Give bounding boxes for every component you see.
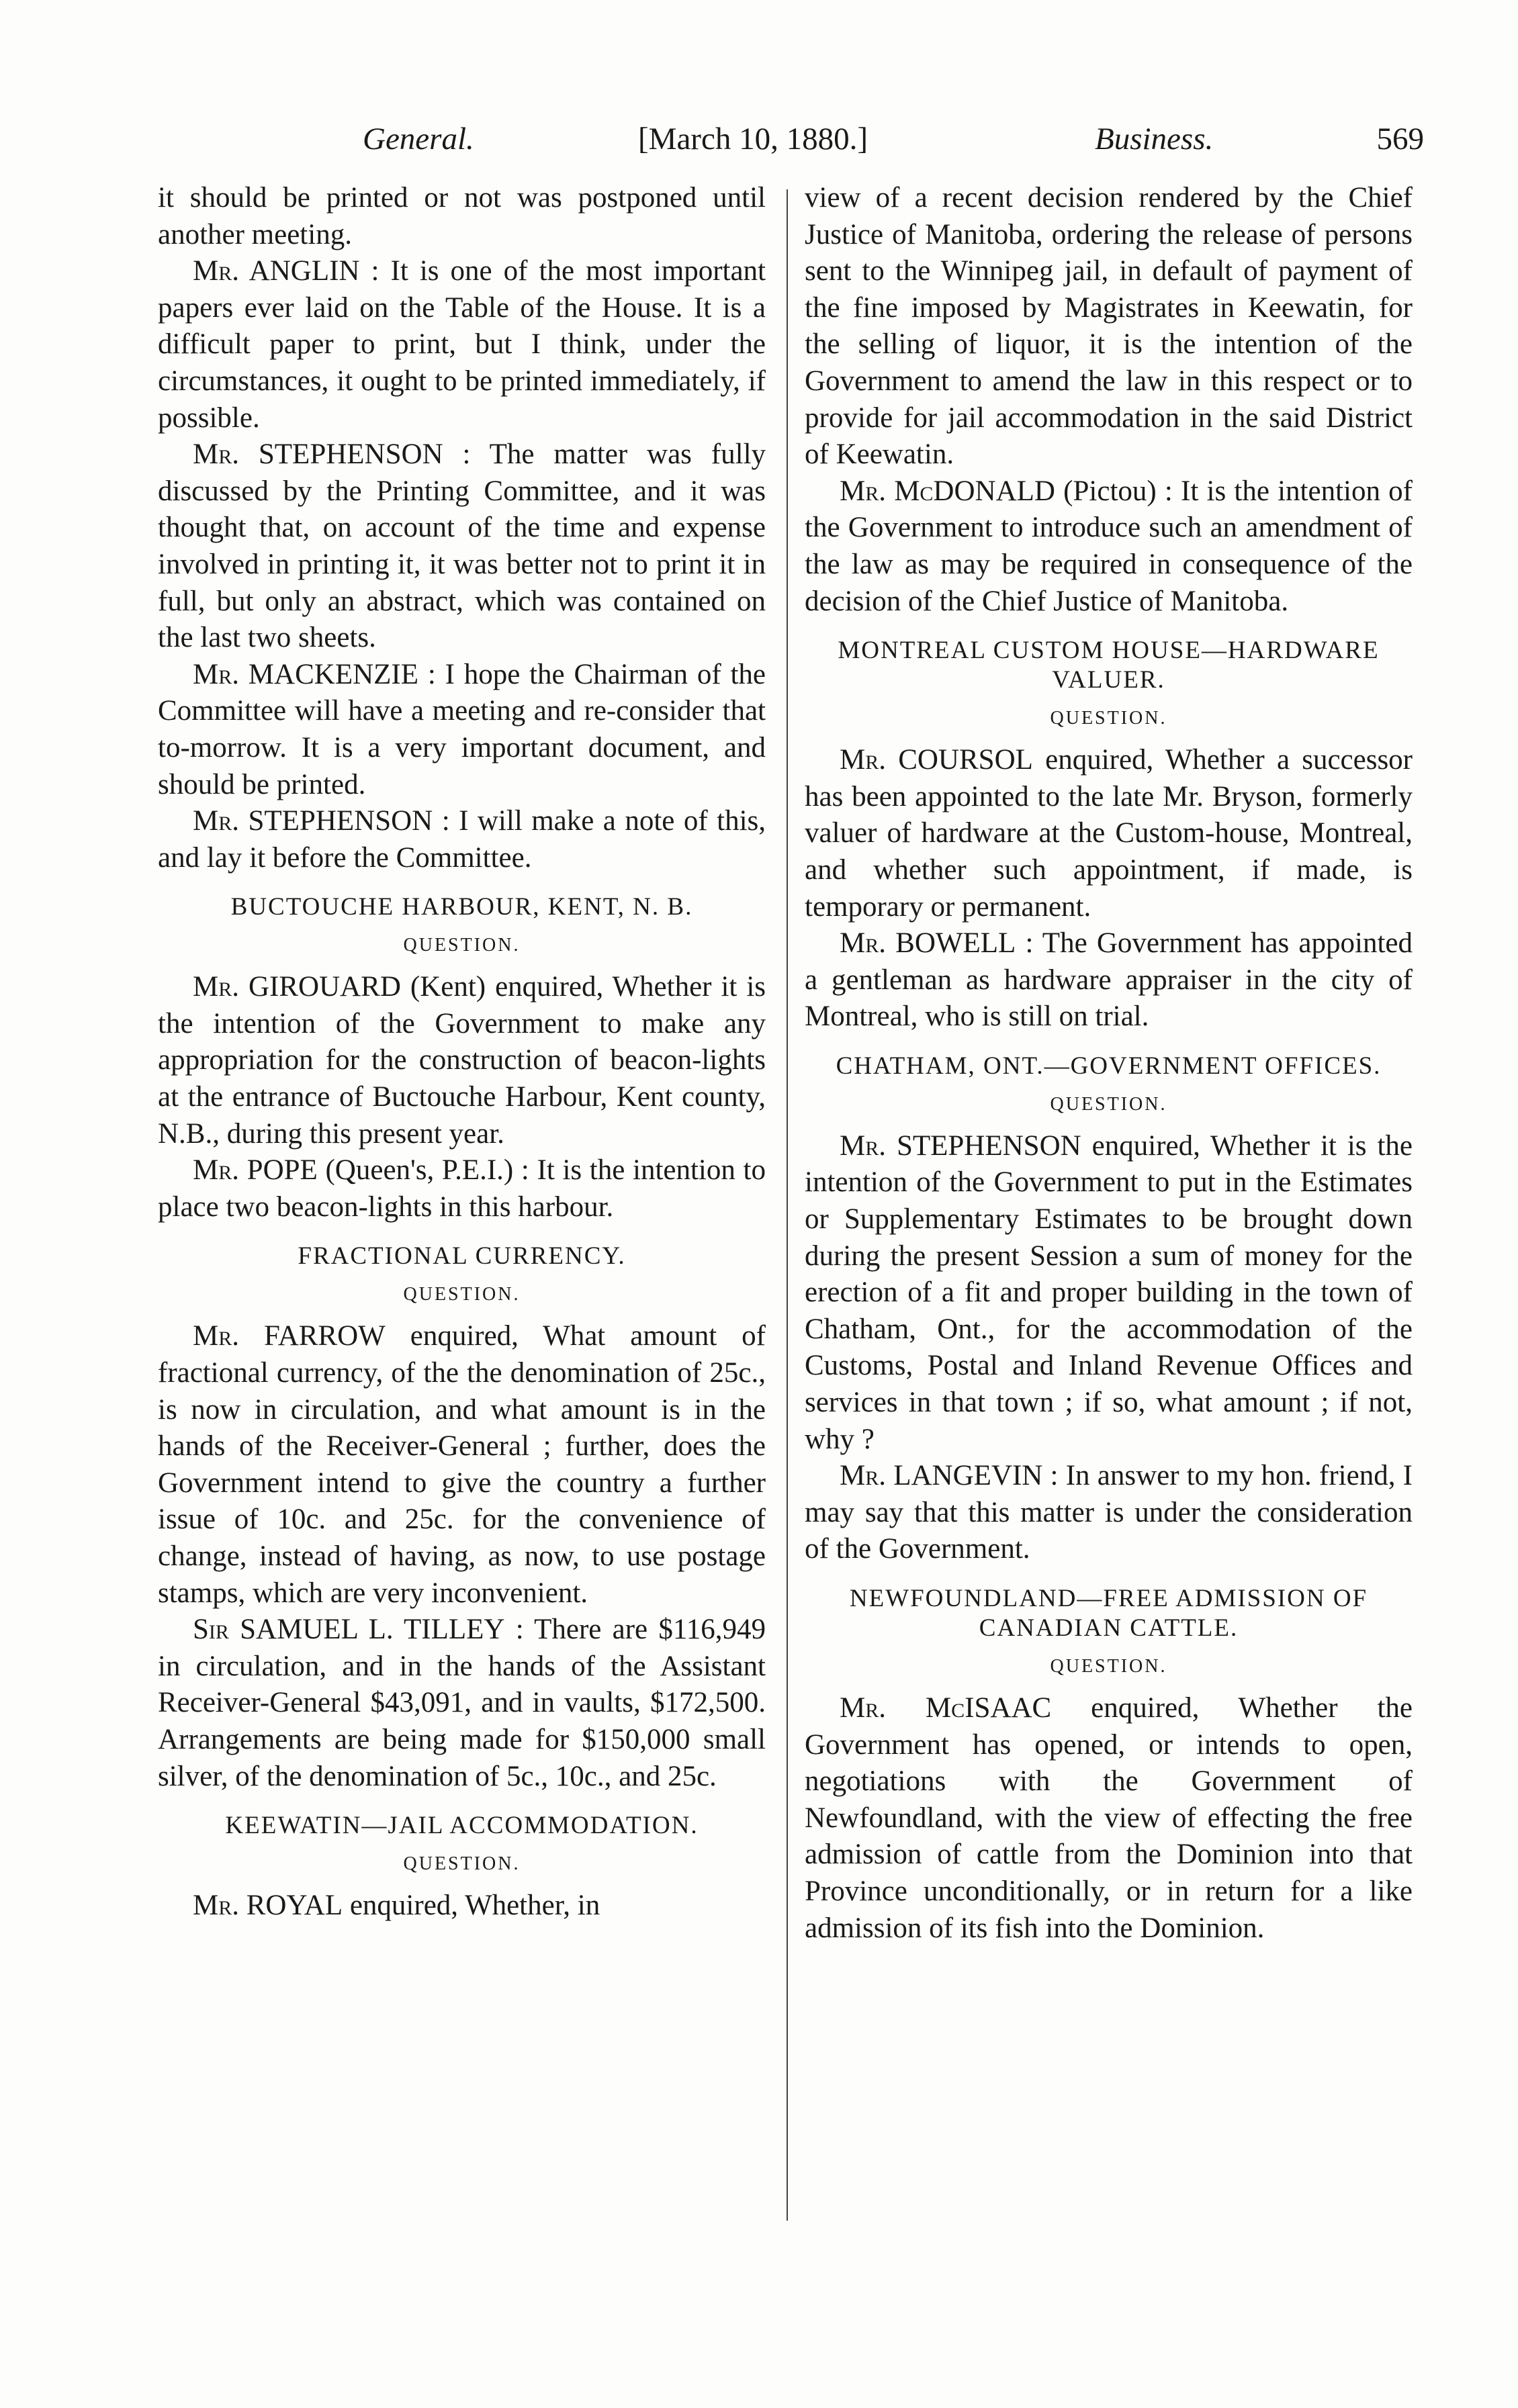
question-label: QUESTION. (1050, 1093, 1167, 1115)
speech-text: (Pictou) : It is the intention of the Government to introduce such an amendment of the law as may be required in consequence of the decision of the Chief Justice of Manitoba. (805, 475, 1413, 617)
page-number: 569 (1376, 122, 1424, 156)
question-label: QUESTION. (403, 1853, 521, 1875)
speech-text: : I will make a note of this, and lay it before the Committee. (158, 805, 766, 874)
right-column (805, 180, 1413, 1947)
running-head (161, 115, 1424, 163)
speech-paragraph (158, 803, 766, 876)
speaker-name: Mr. BOWELL (840, 927, 1016, 960)
speaker-name: Mr. FARROW (193, 1320, 386, 1352)
speaker-name: Mr. STEPHENSON (840, 1129, 1081, 1162)
speech-text: enquired, What amount of fractional currency, of the the denomination of 25c., is now in circulation, and what amount is in the hands of the Receiver-General ; further, does the Government intend to give the country a further issue of 10c. and 25c. for the convenience of change, instead of having, as now, to use postage stamps, which are very inconvenient. (158, 1320, 766, 1609)
left-column (158, 180, 766, 1925)
question-label: QUESTION. (1050, 1656, 1167, 1677)
speech-text: : In answer to my hon. friend, I may say that this matter is under the consideration of the Government. (805, 1460, 1413, 1565)
speech-paragraph (805, 925, 1413, 1035)
speech-paragraph (158, 1152, 766, 1225)
speech-paragraph (805, 1690, 1413, 1947)
column-rule (787, 189, 788, 2221)
speaker-name: Mr. ANGLIN (193, 255, 360, 287)
header-section-left: General. (363, 122, 474, 156)
speaker-name: Mr. STEPHENSON (193, 805, 433, 837)
speaker-name: Mr. COURSOL (840, 744, 1033, 776)
speech-paragraph (158, 1612, 766, 1795)
speaker-name: Mr. LANGEVIN (840, 1460, 1043, 1492)
speech-text: : The matter was fully discussed by the Printing Committee, and it was thought that, on account of the time and expense involved in printing it, it was better not to print it in full, but only an abstract, which was contained on the last two sheets. (158, 438, 766, 654)
speech-paragraph (805, 1128, 1413, 1458)
speech-paragraph (158, 1888, 766, 1925)
speech-text: (Kent) enquired, Whether it is the intention of the Government to make any appropriation for the construction of beacon-lights at the entrance of Buctouche Harbour, Kent county, N.B., during this present year. (158, 971, 766, 1150)
speaker-name: Mr. McDONALD (840, 475, 1055, 507)
speech-paragraph (805, 473, 1413, 620)
speech-text: enquired, Whether a successor has been appointed to the late Mr. Bryson, formerly valuer of hardware at the Custom-house, Montreal, and whether such appointment, if made, is temporary or permanent. (805, 744, 1413, 923)
speech-text: : It is one of the most important papers ever laid on the Table of the House. It is a difficult paper to print, but I think, under the circumstances, it ought to be printed immediately, if possible. (158, 255, 766, 434)
speaker-name: Mr. POPE (193, 1154, 318, 1187)
speech-paragraph (158, 436, 766, 657)
speaker-name: Mr. STEPHENSON (193, 438, 443, 471)
speech-paragraph (158, 1318, 766, 1612)
continued-paragraph (805, 180, 1413, 473)
header-section-right: Business. (1095, 122, 1214, 156)
speech-paragraph (158, 657, 766, 803)
speech-text: (Queen's, P.E.I.) : It is the intention to place two beacon-lights in this harbour. (158, 1154, 766, 1223)
speaker-name: Mr. GIROUARD (193, 971, 401, 1003)
speech-text: enquired, Whether it is the intention of the Government to put in the Estimates or Supplementary Estimates to be brought down during the present Session a sum of money for the erection of a fit and proper building in the town of Chatham, Ont., for the accommodation of the Customs, Postal and Inland Revenue Offices and services in that town ; if so, what amount ; if not, why ? (805, 1129, 1413, 1455)
section-heading: CHATHAM, ONT.—GOVERNMENT OFFICES. (836, 1052, 1382, 1080)
speaker-name: Mr. McISAAC (840, 1692, 1052, 1724)
speech-text: : I hope the Chairman of the Committee will have a meeting and re-consider that to-morrow. It is a very important document, and should be printed. (158, 658, 766, 800)
speech-text: enquired, Whether the Government has opened, or intends to open, negotiations with the Government of Newfoundland, with the view of effecting the free admission of cattle from the Dominion into that Province unconditionally, or in return for a like admission of its fish into the Dominion. (805, 1692, 1413, 1944)
header-date: [March 10, 1880.] (638, 122, 868, 156)
speech-paragraph (805, 1458, 1413, 1568)
speech-text: : There are $116,949 in circulation, and in the hands of the Assistant Receiver-General $43,091, and in vaults, $172,500. Arrangements are being made for $150,000 small silver, of the denomination of 5c., 10c., and 25c. (158, 1614, 766, 1792)
section-heading: KEEWATIN—JAIL ACCOMMODATION. (225, 1812, 699, 1840)
section-heading: MONTREAL CUSTOM HOUSE—HARDWARE VALUER. (838, 637, 1380, 694)
question-label: QUESTION. (403, 935, 521, 956)
speaker-name: Mr. MACKENZIE (193, 658, 418, 690)
speech-paragraph (805, 742, 1413, 925)
speaker-name: Mr. ROYAL (193, 1890, 343, 1922)
speech-text: view of a recent decision rendered by the Chief Justice of Manitoba, ordering the release of persons sent to the Winnipeg jail, in default of payment of the fine imposed by Magistrates in Keewatin, for the selling of liquor, it is the intention of the Government to amend the law in this respect or to provide for jail accommodation in the said District of Keewatin. (805, 182, 1413, 471)
question-label: QUESTION. (403, 1284, 521, 1305)
speech-paragraph (158, 969, 766, 1152)
speaker-name: Sir SAMUEL L. TILLEY (193, 1614, 505, 1646)
speech-text: : The Government has appointed a gentleman as hardware appraiser in the city of Montreal, who is still on trial. (805, 927, 1413, 1033)
section-heading: BUCTOUCHE HARBOUR, KENT, N. B. (230, 893, 693, 921)
section-heading: FRACTIONAL CURRENCY. (298, 1242, 626, 1270)
question-label: QUESTION. (1050, 708, 1167, 729)
speech-text: enquired, Whether, in (349, 1890, 600, 1922)
continued-paragraph (158, 180, 766, 253)
speech-paragraph (158, 253, 766, 436)
speech-text: it should be printed or not was postponed until another meeting. (158, 182, 766, 250)
section-heading: NEWFOUNDLAND—FREE ADMISSION OF CANADIAN CATTLE. (849, 1585, 1368, 1642)
